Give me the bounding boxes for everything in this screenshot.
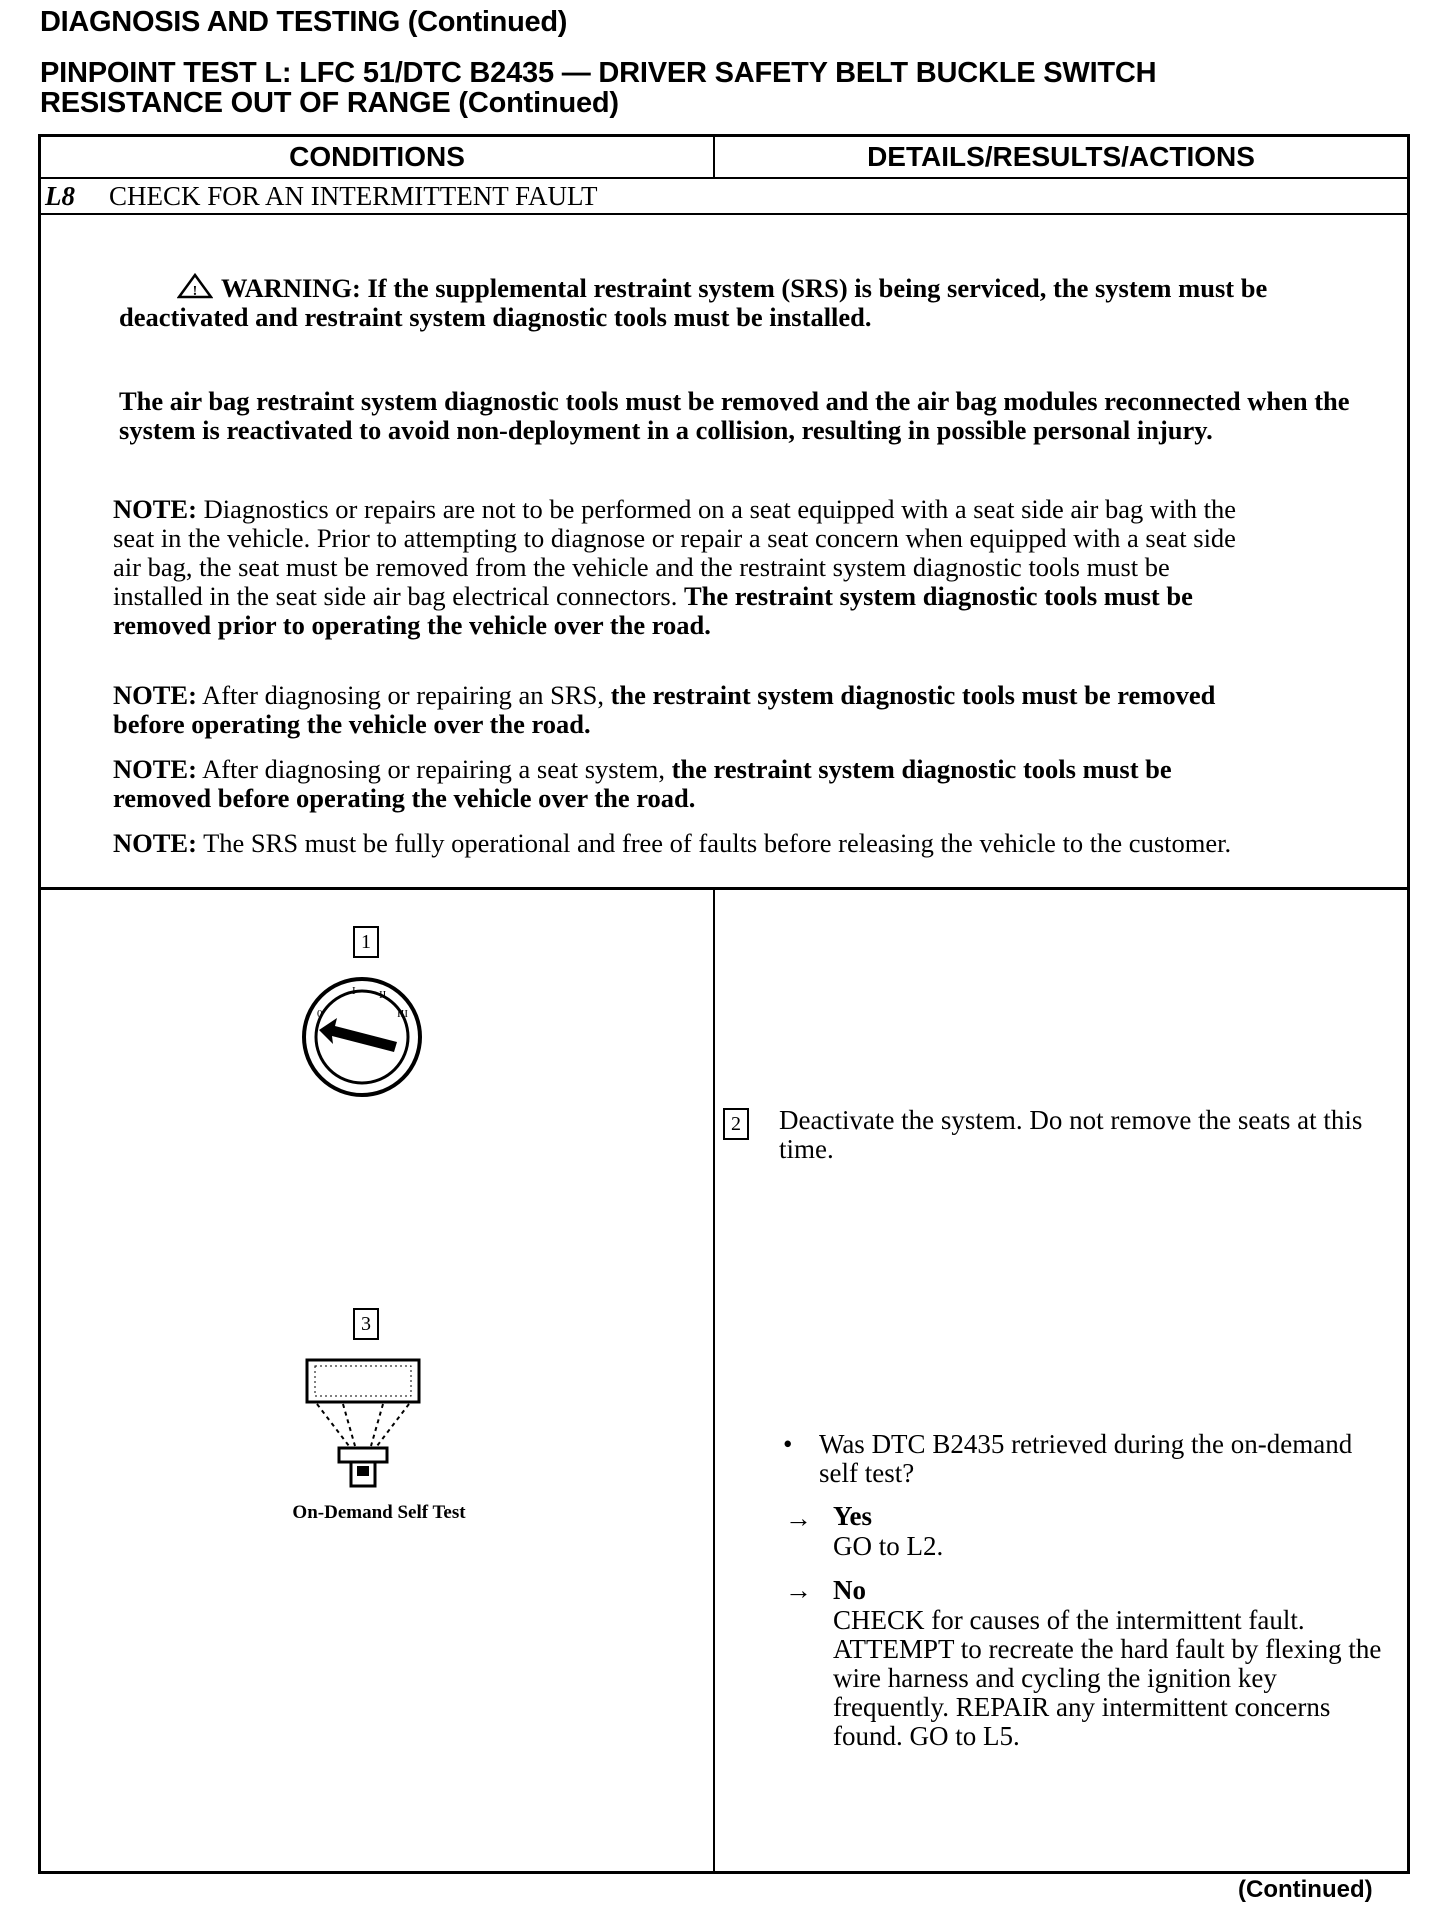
no-result-label: No xyxy=(833,1575,866,1605)
warning-line-1: WARNING: If the supplemental restraint system (SRS) is being serviced, the system must be deactivated and restraint system diagnostic tools must be installed. xyxy=(119,273,1268,332)
table-header-row xyxy=(41,137,1407,179)
page-header: DIAGNOSIS AND TESTING (Continued) xyxy=(40,6,568,38)
note-2-bold: the restraint system diagnostic tools must be removed before operating the vehicle over the road. xyxy=(113,680,1216,739)
note-3-bold: the restraint system diagnostic tools must be removed before operating the vehicle over the road. xyxy=(113,754,1172,813)
pinpoint-test-table xyxy=(38,134,1410,1874)
step-box-3: 3 xyxy=(353,1308,379,1340)
warning-triangle-icon xyxy=(177,273,213,299)
ignition-switch-icon xyxy=(297,972,427,1102)
yes-result-label: Yes xyxy=(833,1501,872,1531)
details-cell xyxy=(715,890,1407,1871)
arrow-right-icon: → xyxy=(785,1575,812,1605)
test-title: PINPOINT TEST L: LFC 51/DTC B2435 — DRIVER SAFETY BELT BUCKLE SWITCH RESISTANCE OUT OF RANGE (Continued) xyxy=(40,57,1157,119)
note-3-text: After diagnosing or repairing a seat system, xyxy=(196,754,672,784)
continued-footer: (Continued) xyxy=(1238,1876,1373,1903)
svg-text:I: I xyxy=(352,985,356,997)
note-3-label: NOTE: xyxy=(113,754,197,784)
conditions-column-header: CONDITIONS xyxy=(41,137,715,177)
step-id: L8 xyxy=(45,181,75,211)
svg-text:!: ! xyxy=(192,284,198,299)
note-3 xyxy=(113,755,1253,813)
step-box-1: 1 xyxy=(353,926,379,958)
svg-text:0: 0 xyxy=(317,1008,323,1020)
note-1-text: Diagnostics or repairs are not to be performed on a seat equipped with a seat side air bag with the seat in the vehicle. Prior to attempting to diagnose or repair a seat concern when equipped with a seat side air bag, the seat must be removed from the vehicle and the restraint system diagnostic tools must be installed in the seat side air bag electrical connectors. xyxy=(113,494,1236,611)
svg-text:II: II xyxy=(379,989,387,1001)
no-result-action: CHECK for causes of the intermittent fault. ATTEMPT to recreate the hard fault by flexing the wire harness and cycling the ignition key frequently. REPAIR any intermittent concerns found. GO to L5. xyxy=(833,1605,1382,1751)
note-1-label: NOTE: xyxy=(113,494,197,524)
note-2-label: NOTE: xyxy=(113,680,197,710)
warning-text-2: The air bag restraint system diagnostic tools must be removed and the air bag modules reconnected when the system is reactivated to avoid non-deployment in a collision, resulting in possible personal injury. xyxy=(119,386,1350,445)
scan-tool-icon xyxy=(303,1354,423,1494)
action-instruction: Deactivate the system. Do not remove the seats at this time. xyxy=(779,1105,1363,1164)
step-box-2: 2 xyxy=(723,1108,749,1140)
yes-result-action: GO to L2. xyxy=(833,1531,944,1561)
bullet-icon: • xyxy=(783,1429,793,1459)
test-body-row xyxy=(41,890,1407,1871)
arrow-right-icon: → xyxy=(785,1503,812,1533)
details-column-header: DETAILS/RESULTS/ACTIONS xyxy=(867,141,1255,172)
note-4 xyxy=(113,829,1253,858)
svg-text:III: III xyxy=(397,1008,408,1020)
step-title: CHECK FOR AN INTERMITTENT FAULT xyxy=(109,181,598,211)
note-4-text: The SRS must be fully operational and free of faults before releasing the vehicle to the customer. xyxy=(196,828,1232,858)
note-2 xyxy=(113,681,1253,739)
step-row xyxy=(41,179,1407,215)
scan-tool-caption: On-Demand Self Test xyxy=(292,1502,466,1523)
note-1 xyxy=(113,495,1253,640)
conditions-cell xyxy=(41,890,715,1871)
note-4-label: NOTE: xyxy=(113,828,197,858)
test-question: Was DTC B2435 retrieved during the on-demand self test? xyxy=(819,1429,1353,1488)
warnings-notes-section xyxy=(41,215,1407,890)
note-2-text: After diagnosing or repairing an SRS, xyxy=(196,680,611,710)
note-1-bold: The restraint system diagnostic tools must be removed prior to operating the vehicle over the road. xyxy=(113,581,1193,640)
warning-text-1 xyxy=(119,273,1319,332)
